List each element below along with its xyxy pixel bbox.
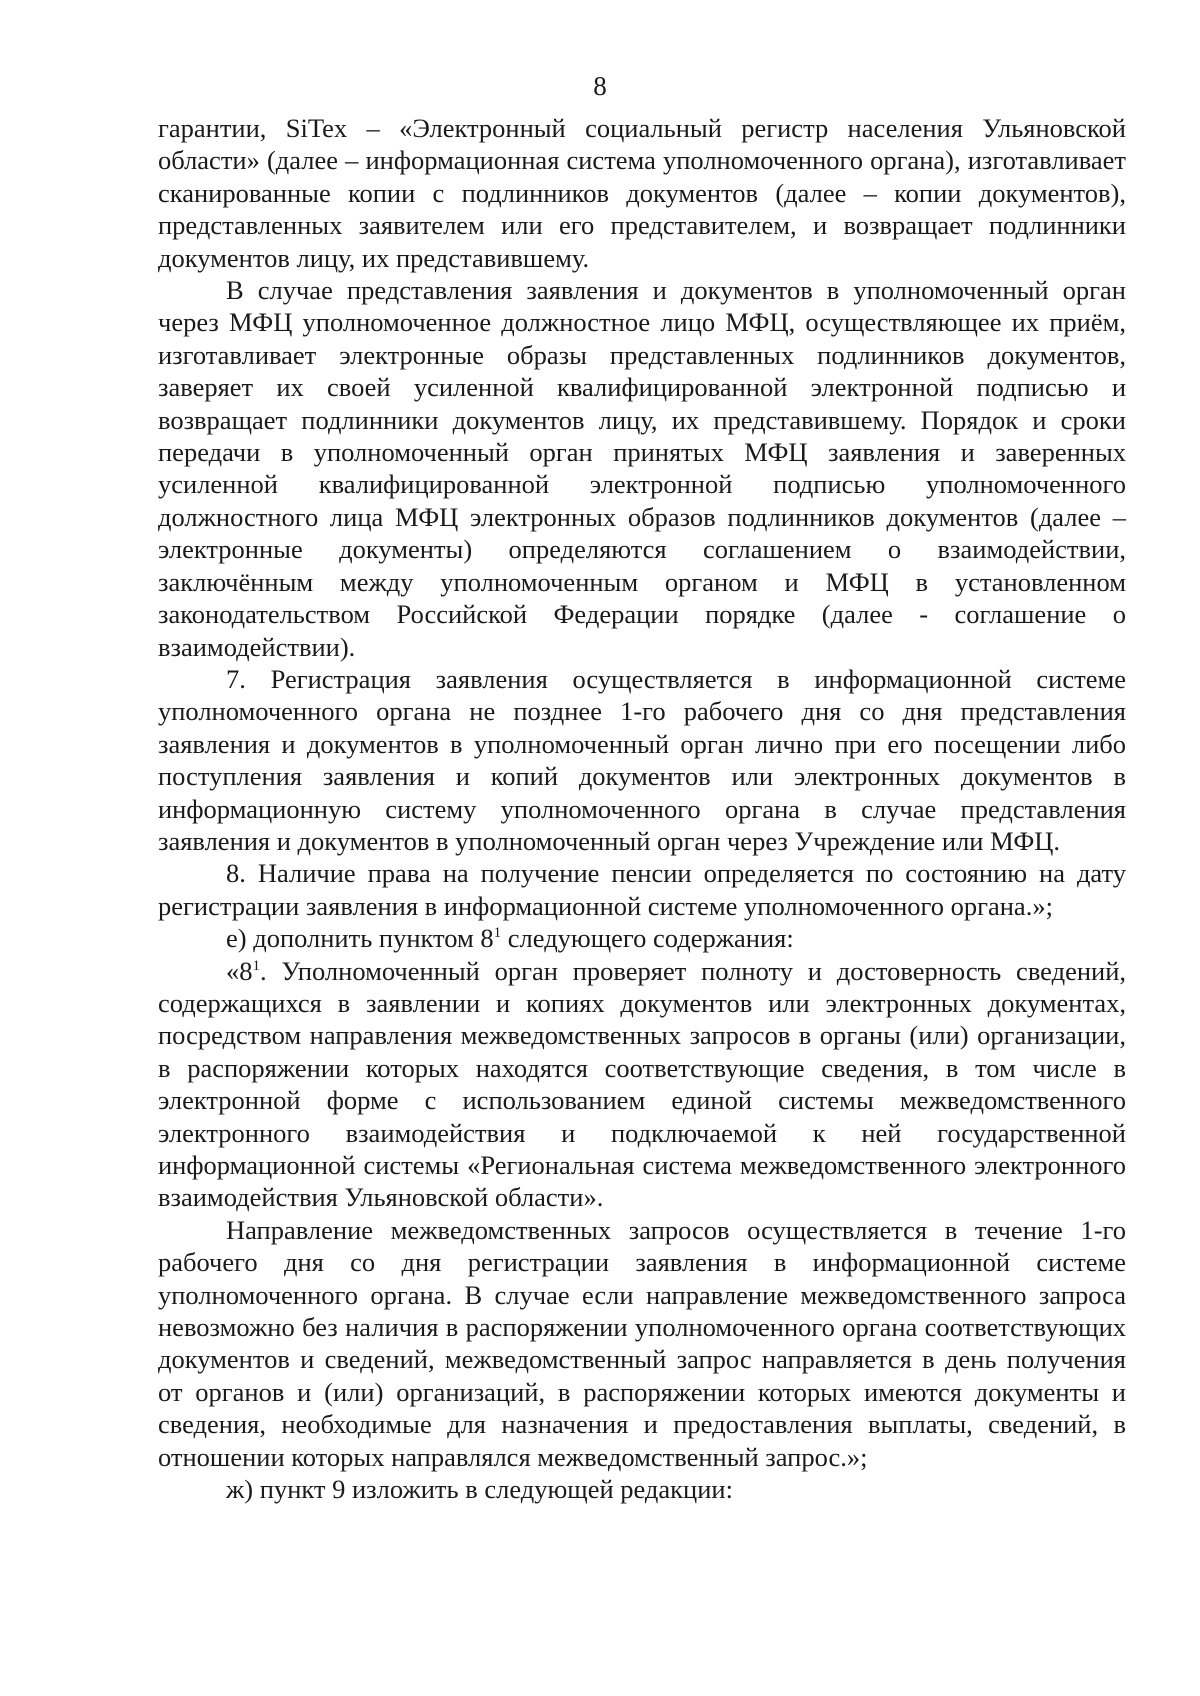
paragraph-amendment-e xyxy=(158,922,1126,954)
amendment-e-text: е) дополнить пунктом 8 xyxy=(226,923,494,954)
paragraph-mfc-procedure: В случае представления заявления и документов в уполномоченный орган через МФЦ уполномоченное должностное лицо МФЦ, осуществляющее их приём, изготавливает электронные образы представленных подлинников документов, заверяет их своей усиленной квалифицированной электронной подписью и возвращает подлинники документов лицу, их представившему. Порядок и сроки передачи в уполномоченный орган принятых МФЦ заявления и заверенных усиленной квалифицированной электронной подписью уполномоченного должностного лица МФЦ электронных образов подлинников документов (далее – электронные документы) определяются соглашением о взаимодействии, заключённым между уполномоченным органом и МФЦ в установленном законодательством Российской Федерации порядке (далее - соглашение о взаимодействии). xyxy=(158,275,1126,662)
paragraph-continuation: гарантии, SiTex – «Электронный социальный регистр населения Ульяновской области» (далее – информационная система уполномоченного органа), изготавливает сканированные копии с подлинников документов (далее – копии документов), представленных заявителем или его представителем, и возвращает подлинники документов лицу, их представившему. xyxy=(158,113,1126,273)
item-8-1-number: «8 xyxy=(226,955,253,986)
paragraph-item-7: 7. Регистрация заявления осуществляется в информационной системе уполномоченного органа не позднее 1-го рабочего дня со дня представления заявления и документов в уполномоченный орган лично при его посещении либо поступления заявления и копий документов или электронных документов в информационную систему уполномоченного органа в случае представления заявления и документов в уполномоченный орган через Учреждение или МФЦ. xyxy=(158,663,1126,856)
superscript-1: 1 xyxy=(252,957,260,974)
item-8-1-text: . Уполномоченный орган проверяет полноту и достоверность сведений, содержащихся в заявлении и копиях документов или электронных документах, посредством направления межведомственных запросов в органы (или) организации, в распоряжении которых находятся соответствующие сведения, в том числе в электронной форме с использованием единой системы межведомственного электронного взаимодействия и подключаемой к ней государственной информационной системы «Региональная система межведомственного электронного взаимодействия Ульяновской области». xyxy=(158,955,1126,1213)
page-number: 8 xyxy=(593,71,607,101)
paragraph-interagency-requests: Направление межведомственных запросов осуществляется в течение 1-го рабочего дня со дня регистрации заявления в информационной системе уполномоченного органа. В случае если направление межведомственного запроса невозможно без наличия в распоряжении уполномоченного органа соответствующих документов и сведений, межведомственный запрос направляется в день получения от органов и (или) организаций, в распоряжении которых имеются документы и сведения, необходимые для назначения и предоставления выплаты, сведений, в отношении которых направлялся межведомственный запрос.»; xyxy=(158,1214,1126,1472)
amendment-e-text-end: следующего содержания: xyxy=(501,923,794,954)
paragraph-item-8: 8. Наличие права на получение пенсии определяется по состоянию на дату регистрации заявления в информационной системе уполномоченного органа.»; xyxy=(158,858,1126,921)
paragraph-amendment-zh: ж) пункт 9 изложить в следующей редакции: xyxy=(226,1474,733,1505)
superscript-1: 1 xyxy=(493,925,502,942)
document-body xyxy=(158,112,1126,1505)
paragraph-item-8-1 xyxy=(158,955,1126,1214)
